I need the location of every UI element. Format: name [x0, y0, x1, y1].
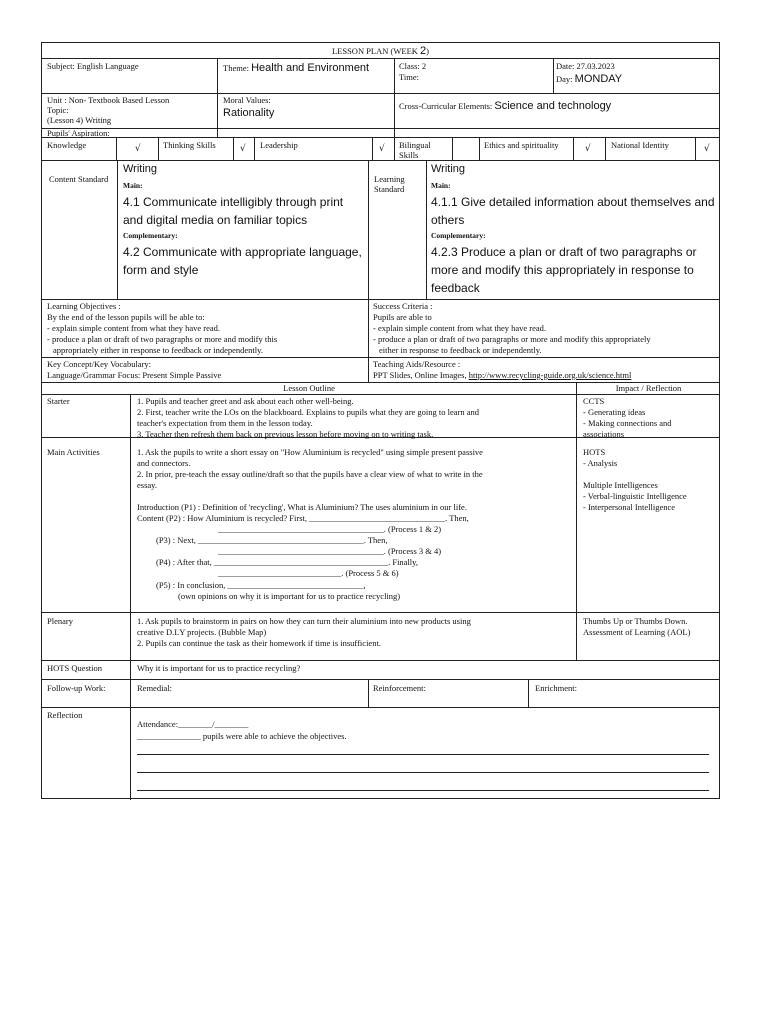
- main-impact: - Interpersonal Intelligence: [583, 502, 676, 512]
- lesson-outline-header: Lesson Outline: [283, 383, 335, 393]
- teaching-aids-label: Teaching Aids/Resource :: [373, 359, 461, 369]
- cross-curricular-field: Cross-Curricular Elements: Science and technology: [399, 100, 612, 112]
- plenary-item: creative D.I.Y projects. (Bubble Map): [137, 627, 267, 637]
- content-comp-label: Complementary:: [123, 231, 178, 240]
- objective-item: - produce a plan or draft of two paragraphs or more and modify this: [47, 334, 278, 344]
- key-concept-value: Language/Grammar Focus: Present Simple Passive: [47, 370, 222, 380]
- plenary-item: 1. Ask pupils to brainstorm in pairs on how they can turn their aluminium into new products using: [137, 616, 471, 626]
- starter-item: 3. Teacher then refresh them back on previous lesson before moving on to writing task.: [137, 429, 434, 439]
- lesson-field: (Lesson 4) Writing: [47, 115, 112, 125]
- main-p2: Content (P2) : How Aluminium is recycled? First, ________________________________. Then,: [137, 513, 469, 523]
- objective-item: - explain simple content from what they have read.: [47, 323, 221, 333]
- check-icon: √: [135, 144, 141, 154]
- main-item: 1. Ask the pupils to write a short essay on "How Aluminium is recycled" using simple present passive: [137, 447, 483, 457]
- aspiration-ethics: Ethics and spirituality: [484, 140, 559, 150]
- topic-field: Topic:: [47, 105, 69, 115]
- starter-impact: associations: [583, 429, 625, 439]
- main-p4b: _____________________________. (Process 5 & 6): [218, 568, 399, 578]
- objectives-label: Learning Objectives :: [47, 301, 121, 311]
- main-p5b: (own opinions on why it is important for us to practice recycling): [178, 591, 401, 601]
- aspiration-bilingual: Bilingual Skills: [399, 140, 431, 161]
- plenary-impact: Assessment of Learning (AOL): [583, 627, 691, 637]
- content-main-label: Main:: [123, 181, 143, 190]
- main-p3: (P3) : Next, _______________________________________. Then,: [156, 535, 388, 545]
- starter-impact: CCTS: [583, 396, 605, 406]
- class-field: Class: 2: [399, 61, 427, 71]
- reflection-line: [137, 790, 709, 791]
- main-item: 2. In prior, pre-teach the essay outline/draft so that the pupils have a clear view of what to write in the: [137, 469, 483, 479]
- learning-comp-text: 4.2.3 Produce a plan or draft of two paragraphs or more and modify this appropriately in response to feedback: [431, 245, 697, 295]
- theme-field: Theme: Health and Environment: [223, 62, 370, 74]
- aspiration-knowledge: Knowledge: [47, 140, 87, 150]
- plenary-impact: Thumbs Up or Thumbs Down.: [583, 616, 688, 626]
- main-p2b: _______________________________________. (Process 1 & 2): [218, 524, 442, 534]
- followup-reinforcement: Reinforcement:: [373, 683, 426, 693]
- starter-item: 1. Pupils and teacher greet and ask about each other well-being.: [137, 396, 354, 406]
- main-item: and connectors.: [137, 458, 191, 468]
- success-label: Success Criteria :: [373, 301, 433, 311]
- aspiration-label: Pupils' Aspiration:: [47, 128, 110, 138]
- learning-standard-skill: Writing: [431, 163, 466, 175]
- aspiration-leadership: Leadership: [260, 140, 298, 150]
- subject-field: Subject: English Language: [47, 61, 139, 71]
- plenary-item: 2. Pupils can continue the task as their homework if time is insufficient.: [137, 638, 381, 648]
- aspiration-thinking: Thinking Skills: [163, 140, 216, 150]
- plenary-label: Plenary: [47, 616, 73, 626]
- achieved-field: _______________ pupils were able to achieve the objectives.: [137, 731, 347, 741]
- page-title: LESSON PLAN (WEEK 2): [331, 45, 430, 57]
- attendance-field: Attendance:________/________: [137, 719, 249, 729]
- lesson-plan-sheet: [41, 42, 720, 799]
- learning-main-label: Main:: [431, 181, 451, 190]
- main-impact: Multiple Intelligences: [583, 480, 658, 490]
- main-p5: (P5) : In conclusion, ________________________________,: [156, 580, 366, 590]
- content-comp-text: 4.2 Communicate with appropriate language, form and style: [123, 245, 362, 277]
- main-item: essay.: [137, 480, 157, 490]
- resource-link[interactable]: http://www.recycling-guide.org.uk/science.html: [468, 370, 632, 380]
- day-field: Day: MONDAY: [556, 73, 623, 85]
- check-icon: √: [704, 144, 710, 154]
- reflection-line: [137, 772, 709, 773]
- success-item: - produce a plan or draft of two paragraphs or more and modify this appropriately: [373, 334, 651, 344]
- hots-label: HOTS Question: [47, 663, 103, 673]
- reflection-line: [137, 754, 709, 755]
- followup-enrichment: Enrichment:: [535, 683, 578, 693]
- starter-item: teacher's expectation from them in the lesson today.: [137, 418, 313, 428]
- date-field: Date: 27.03.2023: [556, 61, 615, 71]
- check-icon: √: [379, 144, 385, 154]
- hots-question: Why it is important for us to practice recycling?: [137, 663, 301, 673]
- impact-header: Impact / Reflection: [615, 383, 682, 393]
- learning-comp-label: Complementary:: [431, 231, 486, 240]
- success-item: - explain simple content from what they have read.: [373, 323, 547, 333]
- content-standard-label: Content Standard: [49, 174, 109, 184]
- main-intro: Introduction (P1) : Definition of 'recycling', What is Aluminium? The uses aluminium in our life.: [137, 502, 467, 512]
- success-item: either in response to feedback or independently.: [379, 345, 542, 355]
- unit-field: Unit : Non- Textbook Based Lesson: [47, 95, 170, 105]
- content-main-text: 4.1 Communicate intelligibly through print and digital media on familiar topics: [123, 195, 344, 227]
- teaching-aids-value: PPT Slides, Online Images, http://www.recycling-guide.org.uk/science.html: [373, 370, 632, 380]
- reflection-label: Reflection: [47, 710, 83, 720]
- starter-label: Starter: [47, 396, 70, 406]
- followup-remedial: Remedial:: [137, 683, 172, 693]
- key-concept-label: Key Concept/Key Vocabulary:: [47, 359, 152, 369]
- aspiration-national: National Identity: [611, 140, 669, 150]
- moral-values-value: Rationality: [223, 107, 275, 119]
- success-intro: Pupils are able to: [373, 312, 432, 322]
- moral-values-label: Moral Values:: [223, 95, 271, 105]
- starter-item: 2. First, teacher write the LOs on the blackboard. Explains to pupils what they are going to learn and: [137, 407, 480, 417]
- time-field: Time:: [399, 72, 420, 82]
- main-p4: (P4) : After that, _________________________________________. Finally,: [156, 557, 418, 567]
- main-impact: HOTS: [583, 447, 606, 457]
- main-impact: - Analysis: [583, 458, 618, 468]
- main-p3b: _______________________________________. (Process 3 & 4): [218, 546, 442, 556]
- followup-label: Follow-up Work:: [47, 683, 106, 693]
- learning-main-text: 4.1.1 Give detailed information about themselves and others: [431, 195, 715, 227]
- objectives-intro: By the end of the lesson pupils will be able to:: [47, 312, 205, 322]
- objective-item: appropriately either in response to feedback or independently.: [53, 345, 263, 355]
- learning-standard-label: Learning Standard: [374, 174, 405, 195]
- main-impact: - Verbal-linguistic Intelligence: [583, 491, 687, 501]
- starter-impact: - Making connections and: [583, 418, 672, 428]
- starter-impact: - Generating ideas: [583, 407, 646, 417]
- check-icon: √: [585, 144, 591, 154]
- main-activities-label: Main Activities: [47, 447, 100, 457]
- check-icon: √: [240, 144, 246, 154]
- content-standard-skill: Writing: [123, 163, 158, 175]
